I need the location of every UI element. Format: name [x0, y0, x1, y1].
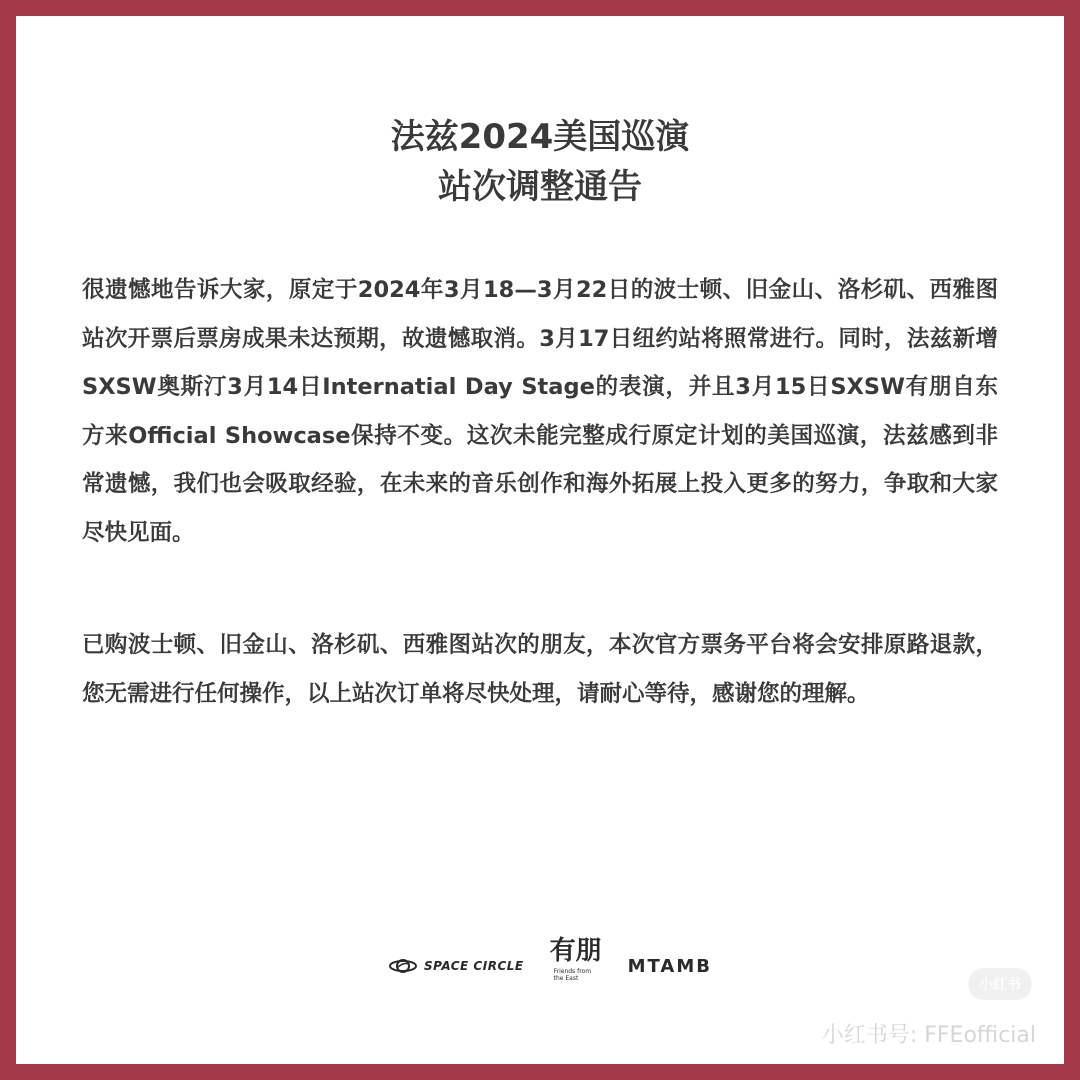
space-circle-logo: [388, 956, 524, 976]
notice-paragraph-1: 很遗憾地告诉大家，原定于2024年3月18—3月22日的波士顿、旧金山、洛杉矶、西雅图站次开票后票房成果未达预期，故遗憾取消。3月17日纽约站将照常进行。同时，法兹新增SXSW奥斯汀3月14日Internatial Day Stage的表演，并且3月15日SXSW有朋自东方来Official Showcase保持不变。这次未能完整成行原定计划的美国巡演，法兹感到非常遗憾，我们也会吸取经验，在未来的音乐创作和海外拓展上投入更多的努力，争取和大家尽快见面。: [82, 277, 998, 546]
space-circle-text: SPACE CIRCLE: [424, 959, 524, 973]
title-line-1: 法兹2024美国巡演: [390, 117, 690, 157]
xiaohongshu-watermark-badge: 小红书: [968, 968, 1032, 1000]
mtamb-logo: [628, 956, 712, 977]
friends-caption: Friends from the East: [553, 968, 592, 982]
title-line-2: 站次调整通告: [438, 167, 642, 207]
planet-ring-icon: [388, 956, 418, 976]
notice-card: [16, 16, 1064, 1064]
xiaohongshu-watermark-text: 小红书号: FFEofficial: [821, 1023, 1036, 1048]
notice-paragraph-2: 已购波士顿、旧金山、洛杉矶、西雅图站次的朋友，本次官方票务平台将会安排原路退款，您无需进行任何操作，以上站次订单将尽快处理，请耐心等待，感谢您的理解。: [82, 632, 998, 707]
friends-calligraphy: 有朋: [549, 936, 602, 966]
mtamb-text: MTAMB: [627, 955, 712, 977]
sponsor-logos: [388, 938, 712, 994]
page-title: [16, 112, 1064, 212]
friends-from-the-east-logo: [550, 938, 602, 994]
